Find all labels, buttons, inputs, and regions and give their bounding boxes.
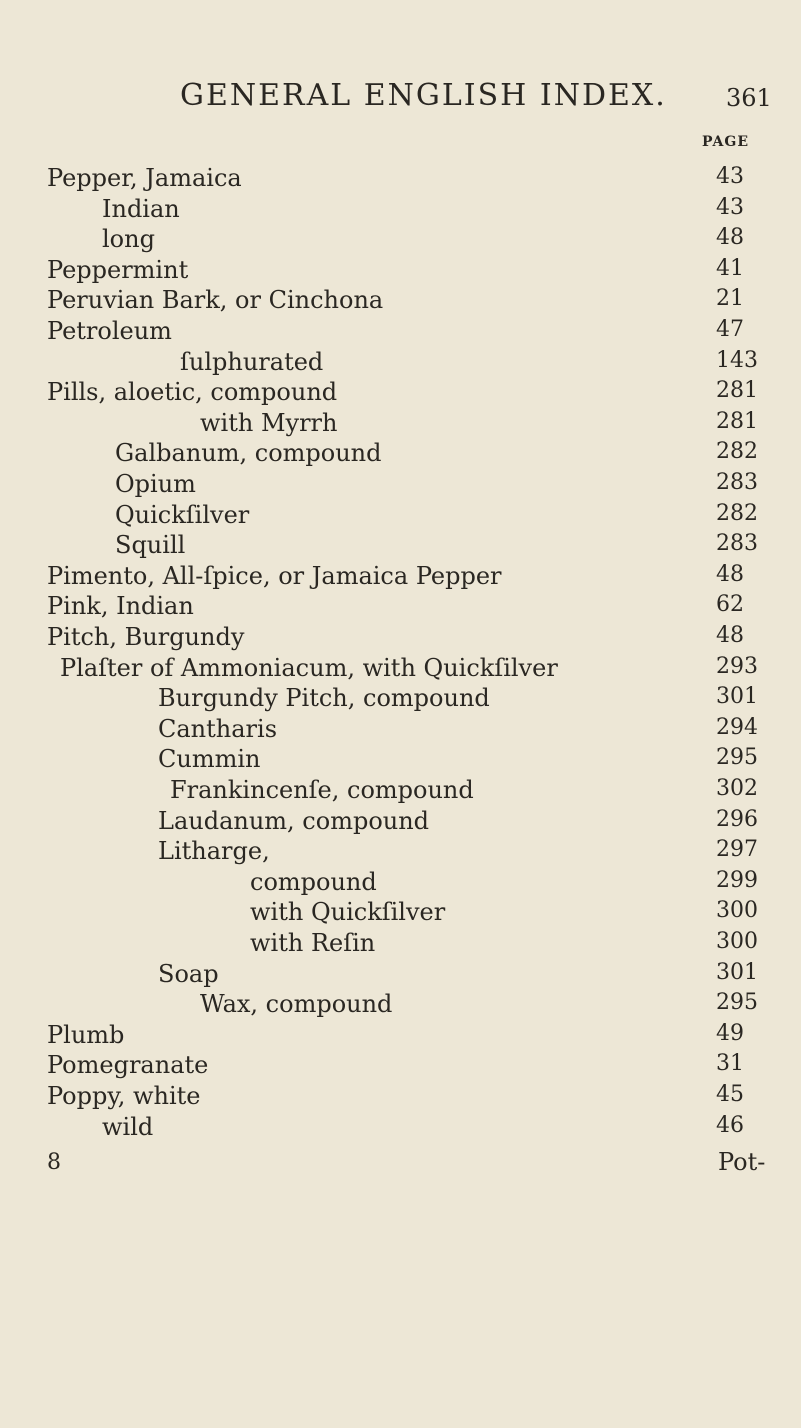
page-column-label: PAGE bbox=[702, 134, 749, 150]
entry-page-number: 31 bbox=[716, 1051, 744, 1077]
entry-text: Laudanum, compound bbox=[158, 806, 430, 835]
entry-text: with Myrrh bbox=[200, 408, 338, 437]
entry-page-number: 49 bbox=[716, 1020, 744, 1046]
entry-text: Pimento, All-ſpice, or Jamaica Pepper bbox=[47, 561, 502, 590]
entry-page-number: 302 bbox=[716, 776, 758, 801]
entry-text: long bbox=[102, 225, 155, 254]
entry-page-number: 43 bbox=[716, 194, 744, 220]
entry-page-number: 295 bbox=[716, 990, 758, 1016]
entry-page-number: 301 bbox=[716, 959, 758, 985]
entry-text: with Quickſilver bbox=[250, 898, 446, 927]
entry-page-number: 48 bbox=[716, 561, 744, 587]
entry-page-number: 299 bbox=[716, 867, 758, 893]
entry-text: Pink, Indian bbox=[47, 592, 194, 621]
entry-page-number: 282 bbox=[716, 439, 758, 465]
entry-text: Poppy, white bbox=[47, 1082, 201, 1110]
entry-page-number: 21 bbox=[716, 286, 744, 312]
page-number: 361 bbox=[726, 84, 772, 112]
entry-text: Galbanum, compound bbox=[115, 439, 382, 468]
entry-text: Plumb bbox=[47, 1020, 125, 1049]
entry-text: Opium bbox=[115, 470, 196, 498]
entry-page-number: 296 bbox=[716, 806, 758, 832]
entry-text: Cantharis bbox=[158, 714, 278, 743]
catchword: Pot- bbox=[718, 1148, 766, 1176]
entry-page-number: 48 bbox=[716, 225, 744, 251]
signature-mark: 8 bbox=[47, 1150, 61, 1175]
entry-text: compound bbox=[250, 867, 377, 896]
entry-page-number: 295 bbox=[716, 745, 758, 771]
entry-text: wild bbox=[102, 1112, 154, 1141]
entry-page-number: 282 bbox=[716, 500, 758, 526]
entry-text: Frankincenſe, compound bbox=[170, 776, 474, 804]
index-entry bbox=[250, 923, 375, 963]
entry-text: Litharge, bbox=[158, 837, 270, 866]
page-title: GENERAL ENGLISH INDEX. bbox=[180, 78, 667, 113]
entry-page-number: 294 bbox=[716, 714, 758, 740]
entry-page-number: 47 bbox=[716, 317, 744, 342]
entry-text: Pills, aloetic, compound bbox=[47, 378, 338, 407]
entry-text: Pomegranate bbox=[47, 1051, 209, 1080]
entry-text: Peppermint bbox=[47, 255, 189, 284]
entry-page-number: 281 bbox=[716, 378, 758, 404]
entry-text: Peruvian Bark, or Cinchona bbox=[47, 286, 384, 315]
entry-text: Petroleum bbox=[47, 317, 172, 345]
entry-page-number: 46 bbox=[716, 1112, 744, 1138]
entry-page-number: 283 bbox=[716, 470, 758, 495]
entry-page-number: 281 bbox=[716, 408, 758, 434]
entry-text: Cummin bbox=[158, 745, 261, 774]
entry-page-number: 45 bbox=[716, 1082, 744, 1107]
entry-text: Quickſilver bbox=[115, 500, 250, 529]
entry-page-number: 297 bbox=[716, 837, 758, 863]
entry-page-number: 301 bbox=[716, 684, 758, 710]
entry-page-number: 300 bbox=[716, 929, 758, 954]
entry-text: Plaſter of Ammoniacum, with Quickſilver bbox=[60, 653, 558, 682]
entry-text: Pepper, Jamaica bbox=[47, 164, 242, 192]
entry-text: Wax, compound bbox=[200, 990, 393, 1019]
entry-text: Squill bbox=[115, 531, 186, 560]
entry-page-number: 41 bbox=[716, 255, 744, 281]
entry-page-number: 48 bbox=[716, 623, 744, 648]
entry-page-number: 283 bbox=[716, 531, 758, 557]
entry-page-number: 300 bbox=[716, 898, 758, 924]
entry-text: Indian bbox=[102, 194, 180, 223]
entry-page-number: 43 bbox=[716, 164, 744, 189]
index-entry bbox=[47, 311, 172, 351]
entry-text: with Reſin bbox=[250, 929, 376, 957]
entry-text: Burgundy Pitch, compound bbox=[158, 684, 490, 713]
entry-text: Pitch, Burgundy bbox=[47, 623, 245, 651]
index-entry bbox=[102, 1107, 153, 1147]
entry-page-number: 143 bbox=[716, 347, 758, 373]
entry-page-number: 293 bbox=[716, 653, 758, 679]
entry-text: ſulphurated bbox=[180, 347, 324, 376]
entry-text: Soap bbox=[158, 959, 219, 988]
entry-page-number: 62 bbox=[716, 592, 744, 618]
index-entry bbox=[200, 984, 392, 1024]
